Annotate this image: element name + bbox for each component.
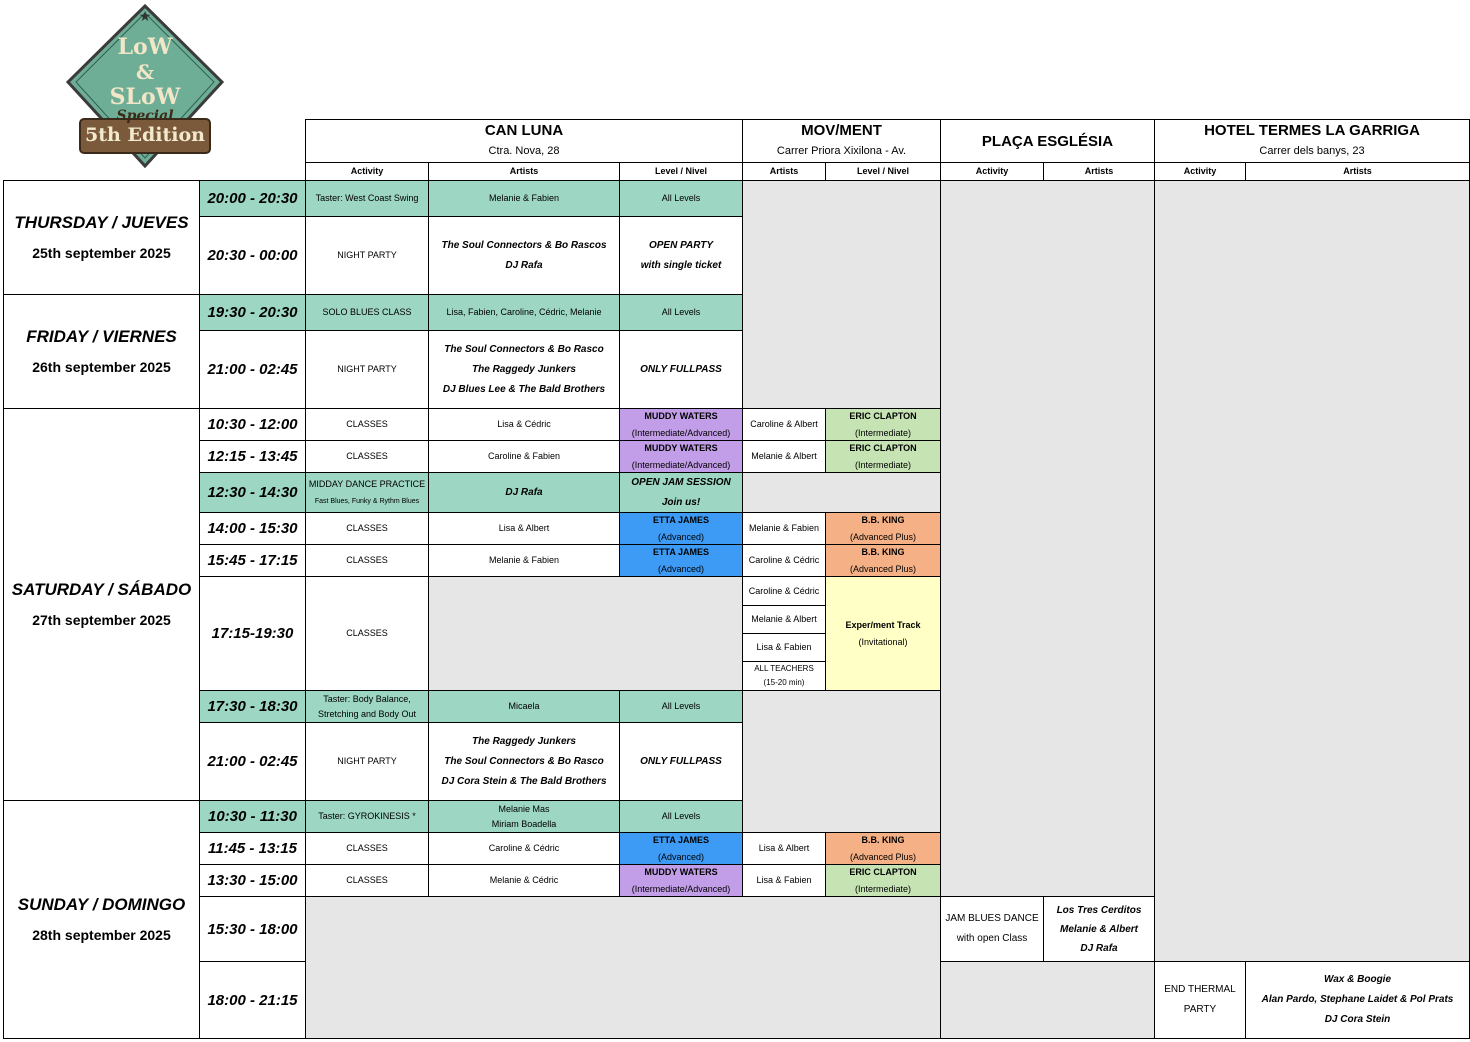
venue-hotel-address: Carrer dels banys, 23 [1259, 145, 1365, 157]
day-saturday [3, 408, 200, 801]
activity-line: JAM BLUES DANCE [945, 913, 1039, 924]
track-name: Exper/ment Track [845, 619, 921, 630]
activity-line: PARTY [1183, 1004, 1217, 1015]
empty-block [1154, 180, 1470, 962]
level-line: OPEN PARTY [648, 239, 714, 251]
venue-hotel-name: HOTEL TERMES LA GARRIGA [1204, 122, 1420, 139]
artist-line: Miriam Boadella [491, 818, 557, 829]
day-thursday [3, 180, 200, 295]
activity-cell: CLASSES [305, 512, 429, 545]
artist-line: DJ Rafa [1080, 942, 1118, 954]
activity-cell: SOLO BLUES CLASS [305, 294, 429, 331]
activity-cell: Taster: West Coast Swing [305, 180, 429, 217]
track-name: ETTA JAMES [652, 546, 709, 557]
time-slot: 18:00 - 21:15 [199, 961, 306, 1039]
track-level: (Invitational) [858, 636, 908, 647]
artist-line: ALL TEACHERS [754, 664, 814, 673]
artists-cell: Lisa & Albert [742, 832, 826, 865]
venue-movment-address: Carrer Priora Xixilona - Av. [776, 145, 907, 157]
col-header-activity: Activity [940, 162, 1044, 181]
level-cell [825, 576, 941, 691]
track-name: ERIC CLAPTON [849, 410, 917, 421]
track-name: B.B. KING [861, 514, 905, 525]
artists-cell: Melanie & Fabien [742, 512, 826, 545]
empty-block [940, 961, 1155, 1039]
day-sunday [3, 800, 200, 1039]
time-slot: 13:30 - 15:00 [199, 864, 306, 897]
artist-line: DJ Rafa [505, 259, 543, 271]
empty-block [742, 180, 941, 409]
artists-cell: Melanie & Fabien [428, 180, 620, 217]
time-slot: 20:00 - 20:30 [199, 180, 306, 217]
level-cell [825, 512, 941, 545]
track-level: (Intermediate) [854, 427, 912, 438]
venue-hotel-header [1154, 119, 1470, 163]
time-slot: 17:30 - 18:30 [199, 690, 306, 723]
col-header-activity: Activity [1154, 162, 1246, 181]
activity-cell: CLASSES [305, 544, 429, 577]
artists-cell: Melanie & Fabien [428, 544, 620, 577]
artists-cell: Caroline & Cédric [742, 576, 826, 606]
activity-cell [1154, 961, 1246, 1039]
level-cell: All Levels [619, 690, 743, 723]
activity-cell: NIGHT PARTY [305, 216, 429, 295]
level-cell [619, 544, 743, 577]
logo-line3: SLoW [109, 84, 181, 110]
empty-block [742, 472, 941, 513]
artist-line: The Raggedy Junkers [472, 735, 576, 747]
artists-cell [1245, 961, 1470, 1039]
level-cell: ONLY FULLPASS [619, 330, 743, 409]
activity-line: MIDDAY DANCE PRACTICE [308, 478, 426, 489]
activity-cell: CLASSES [305, 440, 429, 473]
col-header-artists: Artists [1043, 162, 1155, 181]
track-level: (Advanced) [657, 531, 705, 542]
artist-line: (15-20 min) [763, 678, 805, 687]
activity-cell [305, 472, 429, 513]
day-date: 27th september 2025 [32, 611, 171, 628]
time-slot: 14:00 - 15:30 [199, 512, 306, 545]
artists-cell: Caroline & Albert [742, 408, 826, 441]
track-name: ERIC CLAPTON [849, 442, 917, 453]
activity-cell [305, 690, 429, 723]
level-cell: All Levels [619, 180, 743, 217]
time-slot: 17:15-19:30 [199, 576, 306, 691]
track-level: (Advanced Plus) [849, 531, 917, 542]
artists-cell [428, 800, 620, 833]
artists-cell [428, 216, 620, 295]
level-cell: All Levels [619, 800, 743, 833]
artist-line: The Raggedy Junkers [472, 363, 576, 375]
artists-cell: Caroline & Cédric [428, 832, 620, 865]
activity-line: END THERMAL [1164, 984, 1236, 995]
activity-line: Stretching and Body Out [317, 708, 417, 719]
level-cell [825, 864, 941, 897]
venue-placa-name: PLAÇA ESGLÉSIA [981, 132, 1114, 150]
level-cell [619, 408, 743, 441]
level-cell [825, 832, 941, 865]
artist-line: DJ Cora Stein & The Bald Brothers [441, 775, 607, 787]
time-slot: 15:30 - 18:00 [199, 896, 306, 962]
track-level: (Intermediate/Advanced) [631, 427, 731, 438]
artists-cell [742, 661, 826, 691]
track-level: (Advanced Plus) [849, 851, 917, 862]
artist-line: The Soul Connectors & Bo Rasco [444, 343, 604, 355]
venue-can-luna-address: Ctra. Nova, 28 [488, 145, 560, 157]
day-date: 26th september 2025 [32, 358, 171, 375]
artists-cell: DJ Rafa [428, 472, 620, 513]
time-slot: 15:45 - 17:15 [199, 544, 306, 577]
level-line: OPEN JAM SESSION [631, 476, 731, 488]
track-name: B.B. KING [861, 546, 905, 557]
activity-line: Taster: Body Balance, [323, 693, 411, 704]
artists-cell: Melanie & Cédric [428, 864, 620, 897]
track-level: (Intermediate) [854, 459, 912, 470]
activity-cell: CLASSES [305, 832, 429, 865]
day-date: 25th september 2025 [32, 244, 171, 261]
activity-subline: Fast Blues, Funky & Rythm Blues [314, 497, 420, 505]
time-slot: 12:15 - 13:45 [199, 440, 306, 473]
artists-cell: Lisa & Fabien [742, 864, 826, 897]
logo-edition: 5th Edition [85, 124, 205, 146]
artist-line: Wax & Boogie [1323, 974, 1392, 985]
artists-cell [1043, 896, 1155, 962]
time-slot: 20:30 - 00:00 [199, 216, 306, 295]
level-cell [825, 544, 941, 577]
level-cell [619, 864, 743, 897]
artists-cell: Lisa, Fabien, Caroline, Cédric, Melanie [428, 294, 620, 331]
artist-line: Melanie & Albert [1060, 923, 1138, 935]
track-name: ETTA JAMES [652, 834, 709, 845]
activity-line: with open Class [956, 933, 1028, 944]
time-slot: 10:30 - 12:00 [199, 408, 306, 441]
level-cell [619, 216, 743, 295]
col-header-level: Level / Nivel [619, 162, 743, 181]
venue-can-luna-header [305, 119, 743, 163]
time-slot: 21:00 - 02:45 [199, 330, 306, 409]
level-cell [619, 440, 743, 473]
artists-cell [428, 722, 620, 801]
artist-line: DJ Cora Stein [1324, 1014, 1391, 1025]
activity-cell [940, 896, 1044, 962]
track-name: ERIC CLAPTON [849, 866, 917, 877]
track-name: MUDDY WATERS [644, 866, 718, 877]
level-cell [619, 832, 743, 865]
activity-cell: NIGHT PARTY [305, 330, 429, 409]
col-header-artists: Artists [742, 162, 826, 181]
artist-line: Los Tres Cerditos [1056, 904, 1142, 916]
activity-cell: NIGHT PARTY [305, 722, 429, 801]
svg-text:★: ★ [138, 9, 152, 25]
day-name: FRIDAY / VIERNES [26, 326, 177, 346]
track-name: ETTA JAMES [652, 514, 709, 525]
track-name: MUDDY WATERS [644, 442, 718, 453]
artist-line: Melanie Mas [498, 803, 550, 814]
logo-special: Special [116, 108, 174, 124]
artists-cell [428, 330, 620, 409]
artist-line: The Soul Connectors & Bo Rascos [441, 239, 607, 251]
venue-movment-header [742, 119, 941, 163]
track-name: B.B. KING [861, 834, 905, 845]
artists-cell: Lisa & Fabien [742, 633, 826, 662]
empty-block [428, 576, 743, 691]
time-slot: 19:30 - 20:30 [199, 294, 306, 331]
track-name: MUDDY WATERS [644, 410, 718, 421]
col-header-activity: Activity [305, 162, 429, 181]
artists-cell: Caroline & Cédric [742, 544, 826, 577]
level-cell [825, 408, 941, 441]
track-level: (Advanced Plus) [849, 563, 917, 574]
artists-cell: Melanie & Albert [742, 440, 826, 473]
venue-can-luna-name: CAN LUNA [484, 122, 564, 139]
level-line: with single ticket [640, 259, 722, 271]
venue-placa-header [940, 119, 1155, 163]
day-name: THURSDAY / JUEVES [14, 212, 189, 232]
col-header-artists: Artists [1245, 162, 1470, 181]
artists-cell: Lisa & Cédric [428, 408, 620, 441]
logo-line2: & [135, 60, 155, 84]
logo-line1: LoW [117, 34, 173, 60]
artist-line: The Soul Connectors & Bo Rasco [444, 755, 604, 767]
festival-logo [64, 4, 226, 170]
level-cell [619, 472, 743, 513]
track-level: (Intermediate) [854, 883, 912, 894]
track-level: (Advanced) [657, 563, 705, 574]
activity-cell: CLASSES [305, 864, 429, 897]
time-slot: 11:45 - 13:15 [199, 832, 306, 865]
level-cell: ONLY FULLPASS [619, 722, 743, 801]
activity-cell: Taster: GYROKINESIS * [305, 800, 429, 833]
time-slot: 21:00 - 02:45 [199, 722, 306, 801]
track-level: (Advanced) [657, 851, 705, 862]
artists-cell: Lisa & Albert [428, 512, 620, 545]
time-slot: 10:30 - 11:30 [199, 800, 306, 833]
empty-block [742, 690, 941, 833]
empty-block [305, 896, 941, 1039]
activity-cell: CLASSES [305, 408, 429, 441]
artists-cell: Micaela [428, 690, 620, 723]
artists-cell: Caroline & Fabien [428, 440, 620, 473]
col-header-level: Level / Nivel [825, 162, 941, 181]
day-name: SATURDAY / SÁBADO [11, 579, 192, 599]
time-slot: 12:30 - 14:30 [199, 472, 306, 513]
empty-block [940, 180, 1155, 897]
activity-cell: CLASSES [305, 576, 429, 691]
day-name: SUNDAY / DOMINGO [17, 894, 186, 914]
track-level: (Intermediate/Advanced) [631, 883, 731, 894]
track-level: (Intermediate/Advanced) [631, 459, 731, 470]
artist-line: DJ Blues Lee & The Bald Brothers [442, 383, 606, 395]
day-date: 28th september 2025 [32, 926, 171, 943]
day-friday [3, 294, 200, 409]
level-cell [619, 512, 743, 545]
col-header-artists: Artists [428, 162, 620, 181]
artists-cell: Melanie & Albert [742, 605, 826, 634]
level-cell: All Levels [619, 294, 743, 331]
level-line: Join us! [661, 496, 701, 508]
level-cell [825, 440, 941, 473]
venue-movment-name: MOV/MENT [801, 122, 882, 139]
artist-line: Alan Pardo, Stephane Laidet & Pol Prats [1261, 994, 1454, 1005]
